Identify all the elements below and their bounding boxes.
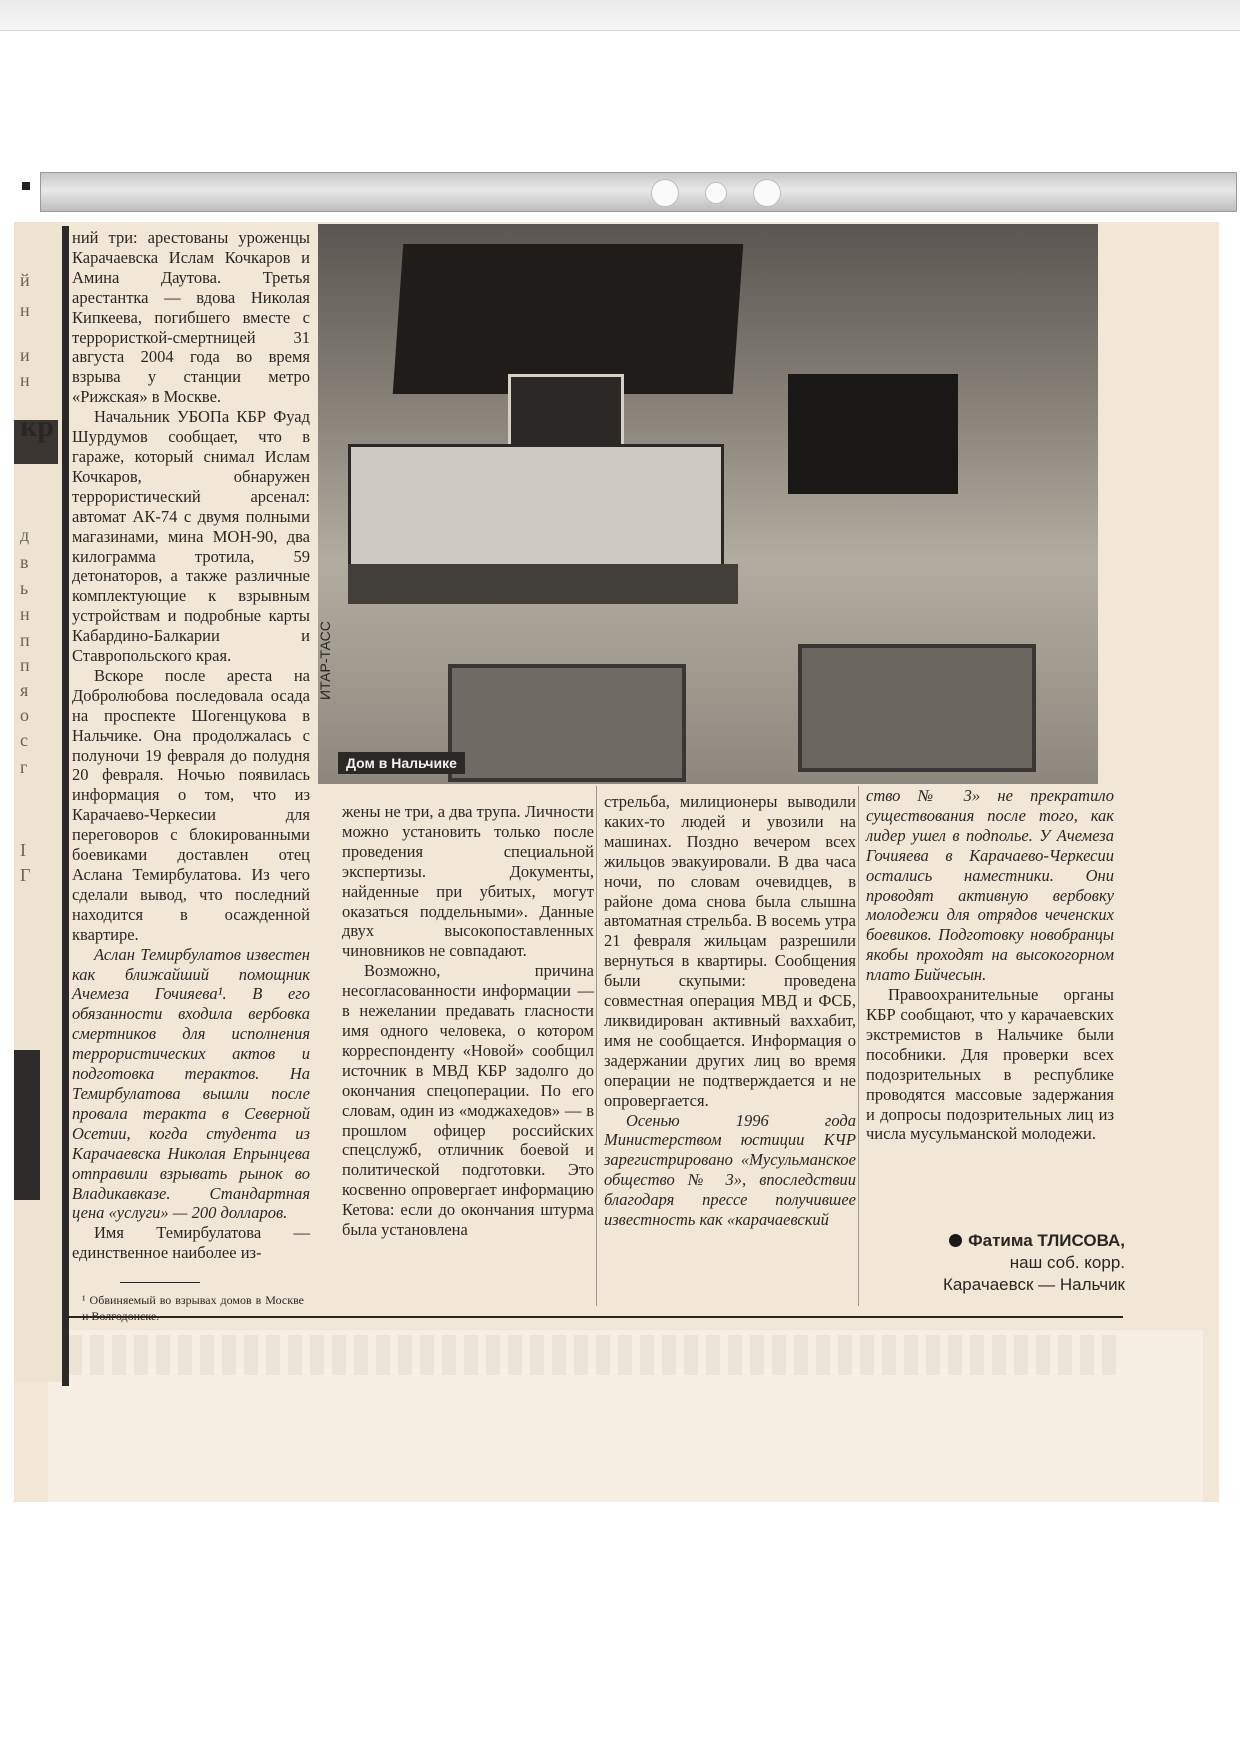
paragraph: Правоохранительные органы КБР сообщают, что у карачаевских экстремистов в Нальчике были пособники. Для проверки всех подозрительных в республике проводятся массовые задержания и допросы подозрительных лиц из числа мусульманской молодежи. <box>866 985 1114 1144</box>
paragraph: Имя Темирбулатова — единственное наиболее из- <box>72 1223 310 1263</box>
torn-left-edge <box>14 222 62 1382</box>
binder-hole <box>705 182 727 204</box>
footnote: ¹ Обвиняемый во взрывах домов в Москве <box>82 1293 304 1307</box>
paragraph: Вскоре после ареста на Добролюбова последовала осада на проспекте Шогенцукова в Нальчике. Она продолжалась с полуночи 19 февраля до полудня 20 февраля. Ночью появилась информация о том, что из Карачаево-Черкесии для переговоров с блокированными боевиками доставлен отец Аслана Темирбулатова. Из чего сделали вывод, что последний находится в осажденной квартире. <box>72 665 310 944</box>
edge-letter-fragment: н <box>20 604 30 624</box>
article-column-4 <box>866 786 1114 1144</box>
edge-letter-fragment: й <box>20 270 30 290</box>
paragraph: Возможно, причина несогласованности информации — в нежелании предавать гласности имя одного человека, о котором корреспонденту «Новой» сообщил источник в МВД КБР задолго до окончания спецоперации. По его словам, один из «моджахедов» — в прошлом офицер российских спецслужб, отличник боевой и политической подготовки. Это косвенно опровергает информацию Кетова: если до окончания штурма была установлена <box>342 961 594 1240</box>
column-divider <box>596 786 597 1306</box>
article-bottom-rule <box>66 1316 1123 1318</box>
dark-edge-mark <box>14 1050 40 1200</box>
paragraph: Осенью 1996 года Министерством юстиции КЧР зарегистрировано «Мусульманское общество № 3», впоследствии благодаря прессе получившее известность как «карачаевский <box>604 1110 856 1230</box>
edge-letter-fragment: д <box>20 525 30 545</box>
burnt-balcony-roof <box>393 244 743 394</box>
dateline: Карачаевск — Нальчик <box>942 1275 1125 1294</box>
photo-damaged-building <box>318 224 1098 784</box>
paragraph: ство № 3» не прекратило существования после того, как лидер ушел в подполье. У Ачемеза Гочияева в Карачаево-Черкесии остались наместники. Они проводят активную вербовку молодежи для отрядов чеченских боевиков. Подготовку новобранцы якобы проходят на высокогорном плато Бийчесын. <box>866 786 1114 985</box>
balcony-slab <box>348 564 738 604</box>
edge-letter-fragment: н <box>20 370 30 390</box>
binder-hole <box>753 179 781 207</box>
column-border-rule <box>62 226 69 1386</box>
paragraph: стрельба, милиционеры выводили каких-то людей и увозили на машинах. Поздно вечером всех жильцов эвакуировали. В два часа ночи, по словам очевидцев, в районе дома снова была слышна автоматная стрельба. В восемь утра 21 февраля жильцам разрешили вернуться в квартиры. Сообщения были скупыми: проведена совместная операция МВД и ФСБ, ликвидирован активный ваххабит, имя не сообщается. Информация о задержании других лиц во время операции не подтверждается и не опровергается. <box>604 792 856 1110</box>
bullet-icon <box>949 1234 962 1247</box>
binder-strip <box>40 172 1237 212</box>
author-name: Фатима ТЛИСОВА, <box>968 1231 1125 1250</box>
burnt-window <box>788 374 958 494</box>
photo-credit: ИТАР-ТАСС <box>317 621 333 700</box>
lower-window <box>798 644 1036 772</box>
paragraph: Начальник УБОПа КБР Фуад Шурдумов сообщает, что в гараже, который снимал Ислам Кочкаров, обнаружен террористический арсенал: автомат АК-74 с двумя полными магазинами, мина МОН-90, два килограмма тротила, 59 детонаторов, а также различные комплектующие к взрывным устройствам и подробные карты Кабардино-Балкарии и Ставропольского края. <box>72 407 310 666</box>
article-column-2 <box>342 802 594 1240</box>
bleed-through-text <box>68 1335 1118 1375</box>
author-role: наш соб. корр. <box>1009 1253 1125 1272</box>
paragraph: жены не три, а два трупа. Личности можно установить только после проведения специальной экспертизы. Документы, найденные при убитых, могут оказаться поддельными». Данные двух высокопоставленных чиновников не совпадают. <box>342 802 594 961</box>
binder-marker <box>22 182 30 190</box>
paragraph: ний три: арестованы уроженцы Карачаевска Ислам Кочкаров и Амина Даутова. Третья арестантка — вдова Николая Кипкеева, погибшего вместе с террористкой-смертницей 31 августа 2004 года во время взрыва у станции метро «Рижская» в Москве. <box>72 228 310 407</box>
edge-letter-fragment: п <box>20 655 30 675</box>
byline <box>885 1230 1125 1296</box>
lower-window <box>448 664 686 782</box>
edge-letter-fragment: кр <box>20 410 54 443</box>
binder-hole <box>651 179 679 207</box>
balcony-railing <box>348 444 724 570</box>
edge-letter-fragment: и <box>20 345 30 365</box>
column-divider <box>858 786 859 1306</box>
edge-letter-fragment: І <box>20 840 26 860</box>
article-column-1 <box>72 228 310 1263</box>
edge-letter-fragment: в <box>20 552 29 572</box>
paragraph: Аслан Темирбулатов известен как ближайший помощник Ачемеза Гочияева¹. В его обязанности входила вербовка смертников для исполнения террористических актов и подготовка терактов. На Темирбулатова вышли после провала теракта в Северной Осетии, когда студента из Карачаевска Николая Епрынцева отправили взрывать рынок во Владикавказе. Стандартная цена «услуги» — 200 долларов. <box>72 944 310 1223</box>
edge-letter-fragment: о <box>20 705 29 725</box>
footnote-rule <box>120 1282 200 1283</box>
edge-letter-fragment: с <box>20 730 28 750</box>
scan-top-border <box>0 0 1240 31</box>
edge-letter-fragment: г <box>20 757 28 777</box>
edge-letter-fragment: ь <box>20 578 29 598</box>
article-column-3 <box>604 792 856 1230</box>
edge-letter-fragment: п <box>20 630 30 650</box>
edge-letter-fragment: н <box>20 300 30 320</box>
edge-letter-fragment: я <box>20 680 29 700</box>
edge-letter-fragment: Г <box>20 865 31 885</box>
photo-caption: Дом в Нальчике <box>338 752 465 774</box>
